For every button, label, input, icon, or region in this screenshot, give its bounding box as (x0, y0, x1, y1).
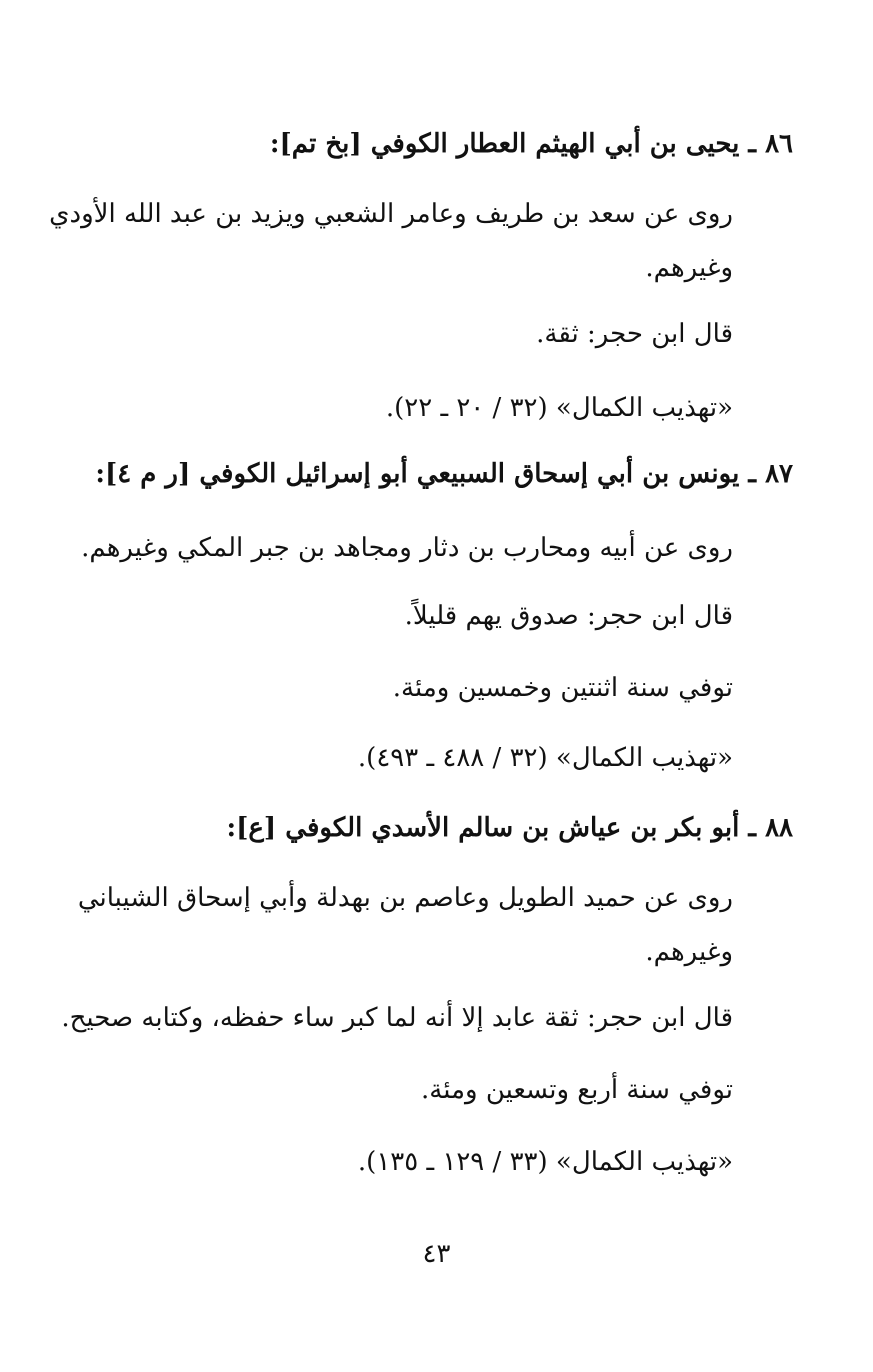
entry-86-grading: قال ابن حجر: ثقة. (536, 319, 733, 349)
entry-87-death: توفي سنة اثنتين وخمسين ومئة. (392, 673, 733, 703)
entry-86-reference: «تهذيب الكمال» (٣٢ / ٢٠ ـ ٢٢). (385, 393, 733, 423)
entry-88-heading: ٨٨ ـ أبو بكر بن عياش بن سالم الأسدي الكوفي [ع]: (226, 813, 793, 843)
entry-87-narration-line1: روى عن أبيه ومحارب بن دثار ومجاهد بن جبر المكي وغيرهم. (81, 533, 733, 563)
entry-88-narration-line1: روى عن حميد الطويل وعاصم بن بهدلة وأبي إسحاق الشيباني (77, 883, 733, 913)
entry-87-grading: قال ابن حجر: صدوق يهم قليلاً. (404, 601, 733, 631)
entry-88-death: توفي سنة أربع وتسعين ومئة. (421, 1075, 733, 1105)
entry-86-narration-line2: وغيرهم. (645, 253, 733, 283)
entry-88-grading: قال ابن حجر: ثقة عابد إلا أنه لما كبر ساء حفظه، وكتابه صحيح. (61, 1003, 733, 1033)
entry-87-reference: «تهذيب الكمال» (٣٢ / ٤٨٨ ـ ٤٩٣). (357, 743, 733, 773)
entry-88-reference: «تهذيب الكمال» (٣٣ / ١٢٩ ـ ١٣٥). (357, 1147, 733, 1177)
page-number: ٤٣ (422, 1239, 451, 1269)
entry-86-narration-line1: روى عن سعد بن طريف وعامر الشعبي ويزيد بن عبد الله الأودي (49, 199, 733, 229)
entry-86-heading: ٨٦ ـ يحيى بن أبي الهيثم العطار الكوفي [بخ تم]: (269, 129, 793, 159)
entry-88-narration-line2: وغيرهم. (645, 937, 733, 967)
entry-87-heading: ٨٧ ـ يونس بن أبي إسحاق السبيعي أبو إسرائيل الكوفي [ر م ٤]: (95, 459, 793, 489)
